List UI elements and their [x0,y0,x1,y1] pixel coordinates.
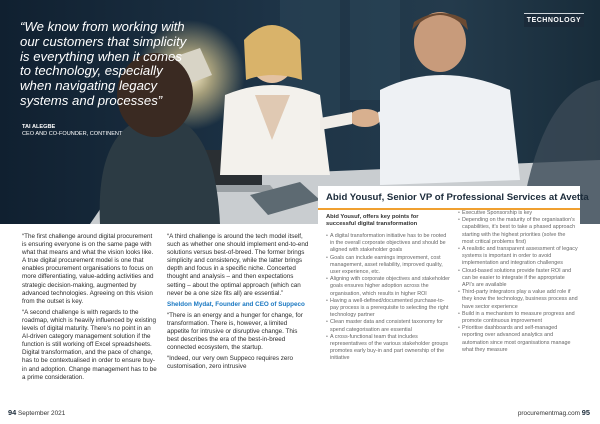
paragraph: “Indeed, our very own Suppeco requires zero customisation, zero intrusive [167,355,294,371]
site-url: procurementmag.com [517,410,580,417]
list-item: • Executive Sponsorship is key [458,210,578,217]
list-item: • A realistic and transparent assessment of legacy systems is important in order to avoid implementation and integration challenges [458,246,578,268]
quote-author-name: TAI ALEGBE [22,124,56,130]
list-item: • Goals can include earnings improvement, cost management, asset reliability, improved quality, user experience, etc. [326,255,450,277]
body-column-2 [167,233,309,375]
list-item: • Build in a mechanism to measure progress and promote continuous improvement [458,311,578,325]
issue-date: September 2021 [18,410,66,417]
box-subtitle: Abid Yousuf, offers key points for successful digital transformation [326,214,419,228]
list-item: • Aligning with corporate objectives and stakeholder goals ensures higher adoption across the organisation, which results in higher ROI [326,276,450,298]
paragraph: “The first challenge around digital procurement is ensuring everyone is on the same page with what that means and what the vision looks like. A true digital procurement model is one that enables procurement organisations to focus on more differentiating, value-adding activities and strategic decision-making, augmented by advanced technologies. Agreeing on this vision from the outset is key. [22,233,154,305]
list-item: • A cross-functional team that includes representatives of the various stakeholder groups promotes early buy-in and part ownership of the initiative [326,334,450,363]
footer-right [518,408,590,417]
pull-quote: “We know from working with our customers that simplicity is everything when it comes to technology, especially when navigating legacy systems and processes” [20,19,187,108]
section-tag: TECHNOLOGY [524,13,584,27]
speaker-heading: Sheldon Mydat, Founder and CEO of Suppeco [167,300,305,308]
list-item: • Cloud-based solutions provide faster ROI and can be easier to integrate if the appropriate API’s are available [458,268,578,290]
list-item: • Having a well-defined/documented purchase-to-pay process is a prerequisite to selecting the right technology partner [326,298,450,320]
quote-author-role: CEO AND CO-FOUNDER, CONTINENT [22,130,123,137]
body-column-1 [22,233,158,385]
list-item: • Prioritise dashboards and self-managed reporting over advanced analytics and automation since most organisations manage what they measure [458,325,578,354]
paragraph: “There is an energy and a hunger for change, for transformation. There is, however, a limited appetite for intrusive or disruptive change. This best describes the era of the best-in-breed connected ecosystem, the startup. [167,311,303,352]
list-item: • Clean master data and consistent taxonomy for spend categorisation are essential [326,319,450,333]
paragraph: “A second challenge is with regards to the roadmap, which is heavily influenced by existing levels of digital maturity. There’s no point in an AI-driven category management solution if the function is still working off Excel spreadsheets. Digital transformation, and the pace of change, has to be contextualised in order to ensure buy-in and adoption. Change management has to be a prime consideration. [22,308,157,381]
box-title-bar [318,186,589,210]
bullet-list-left [326,233,450,363]
list-item: • Third-party integrators play a value add role if they know the technology, business process and have sector experience [458,289,578,311]
footer-left [8,408,65,417]
page-number-left: 94 [8,408,17,417]
box-title: Abid Yousuf, Senior VP of Professional Services at Avetta [326,192,589,203]
key-points-box [318,186,589,394]
bullet-list-right [458,210,578,354]
list-item: • A digital transformation initiative has to be rooted in the overall corporate objectives and should be aligned with stakeholder goals [326,233,450,255]
page-number-right: 95 [581,408,590,417]
list-item: • Depending on the maturity of the organisation’s capabilities, it’s best to take a phased approach starting with the highest priorities (solve the most critical problems first) [458,217,578,246]
quote-attribution [22,124,172,137]
paragraph: “A third challenge is around the tech model itself, such as whether one should implement end-to-end solutions versus best-of-breed. The former brings simplicity and consistency, while the latter brings depth and focus in a specific niche. Concerted thought and analysis – and then expectations setting – about the optimal approach (which can never be a one size fits all) are essential.” [167,233,309,297]
